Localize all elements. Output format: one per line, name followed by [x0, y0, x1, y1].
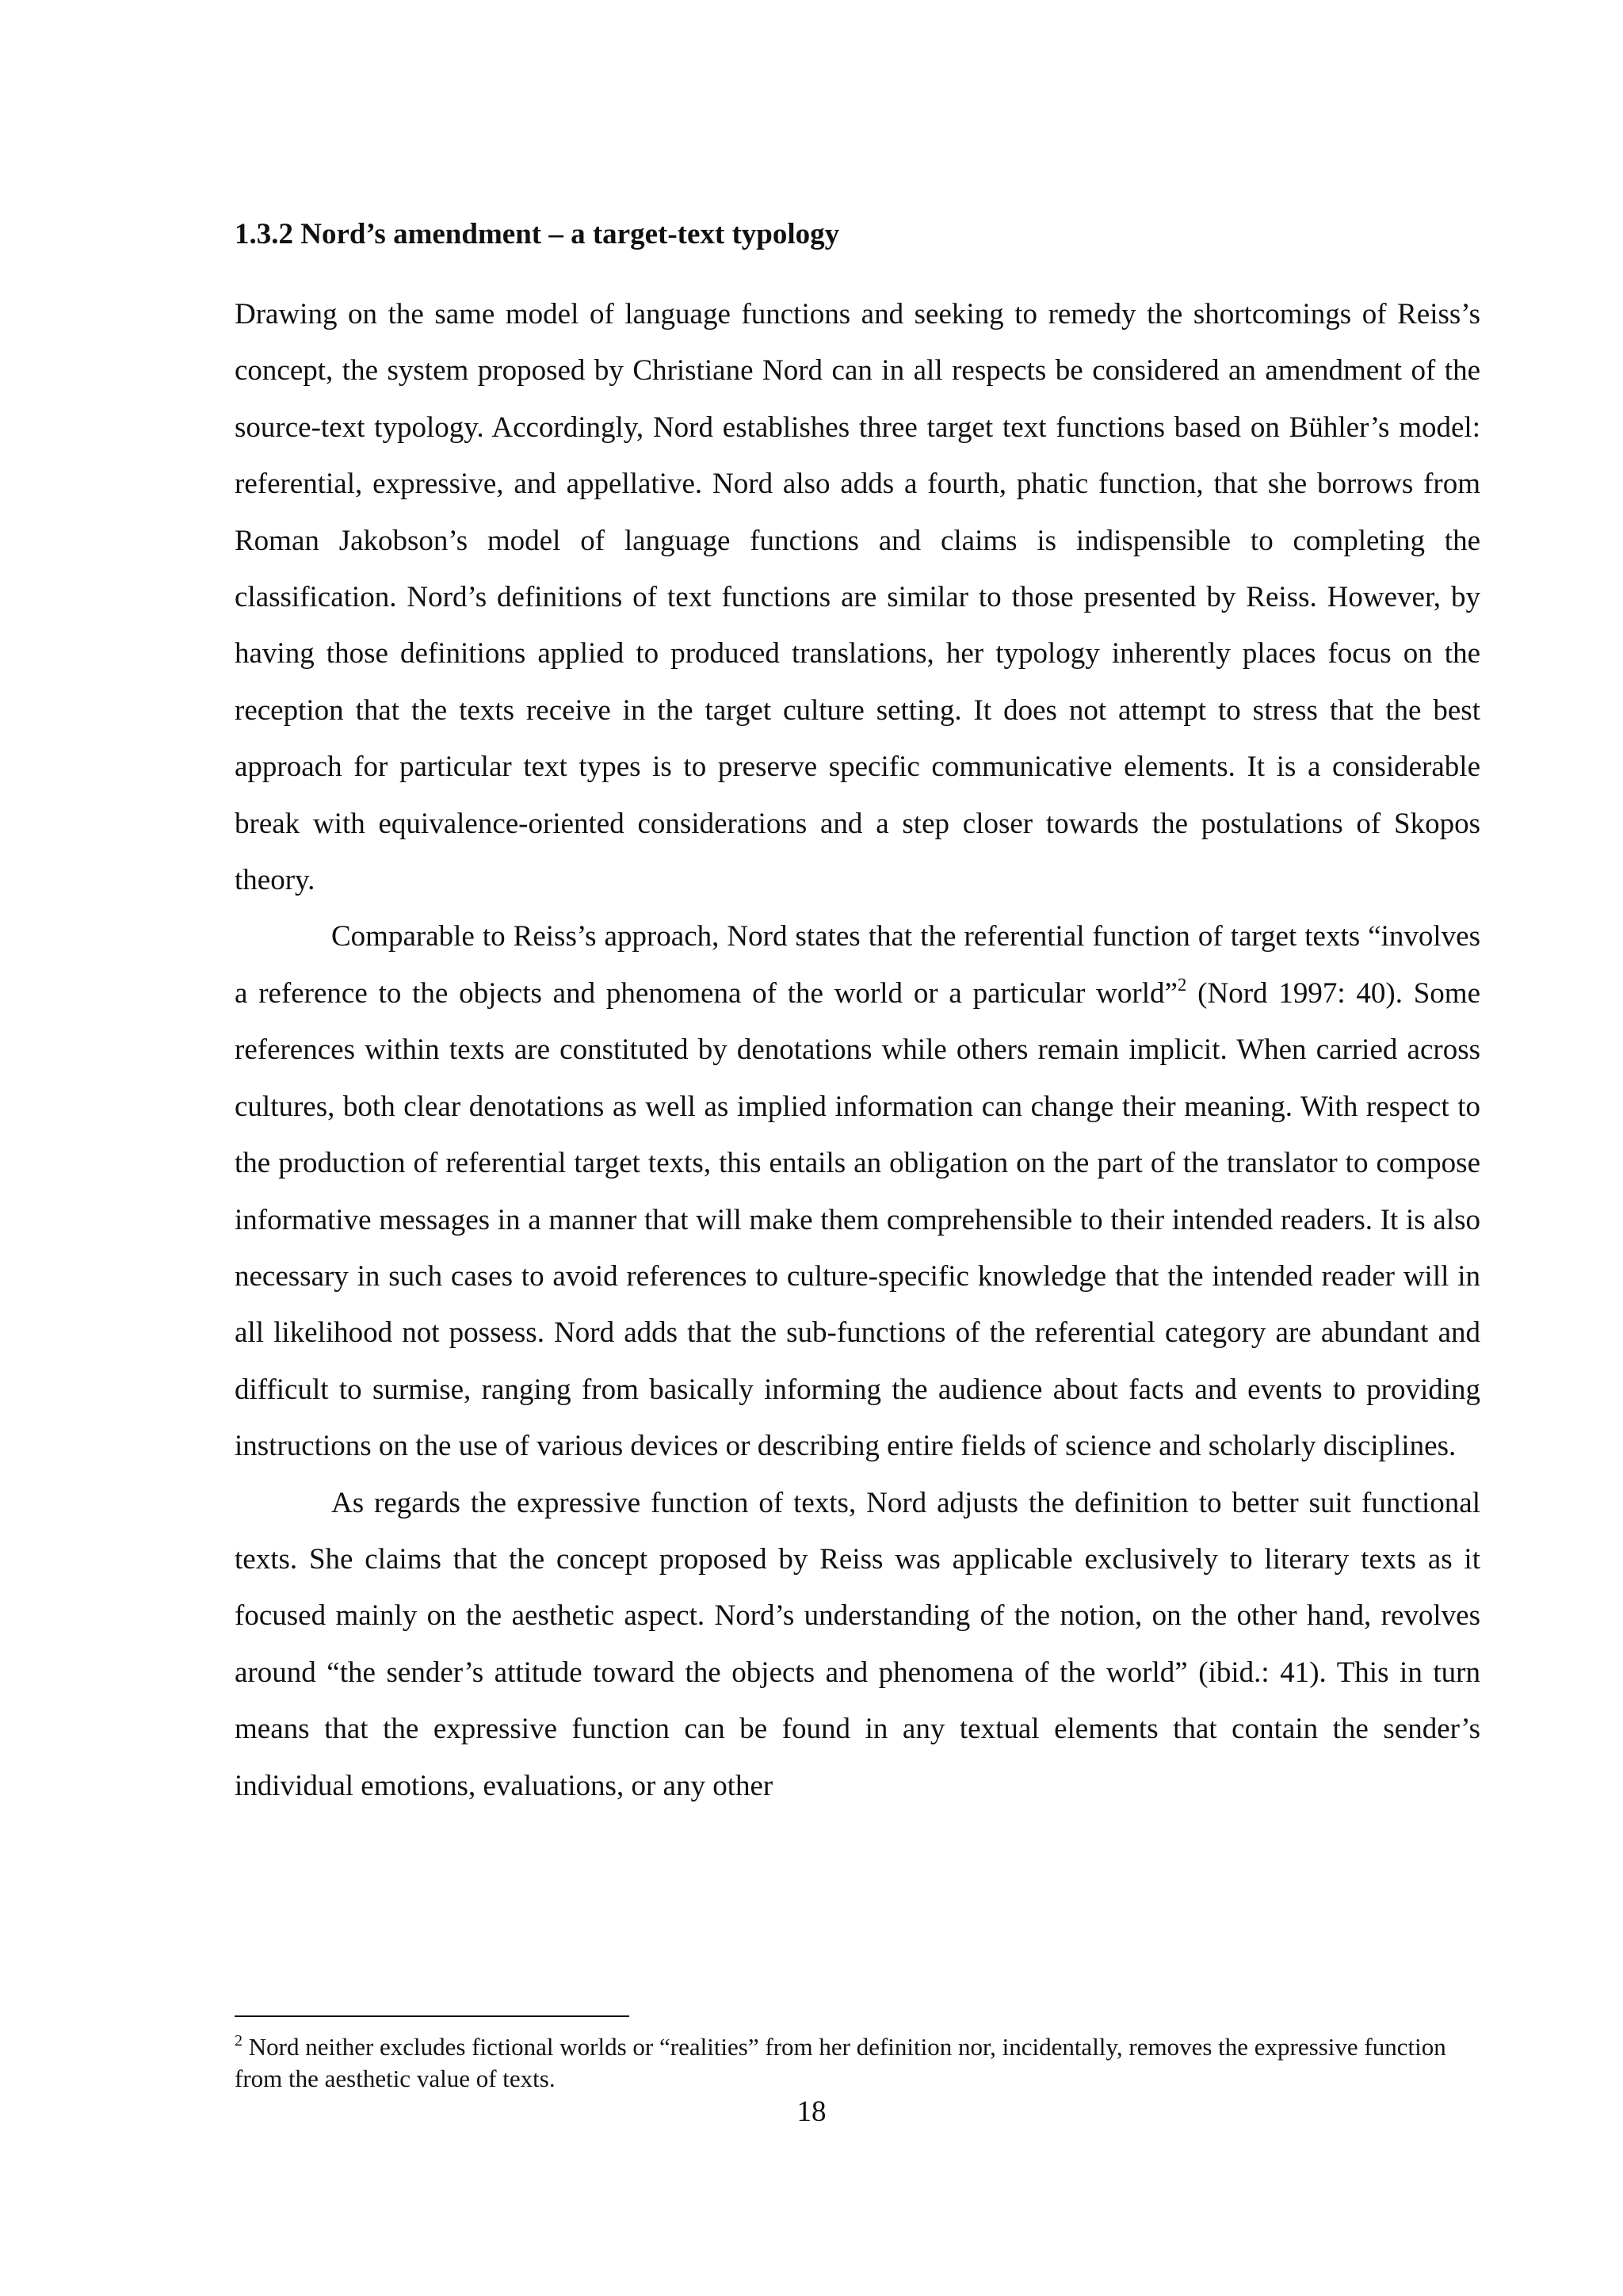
page-number: 18 — [796, 2095, 827, 2128]
paragraph-3: As regards the expressive function of texts, Nord adjusts the definition to better suit functional texts. She claims that the concept proposed by Reiss was applicable exclusively to literary texts as it focused mainly on the aesthetic aspect. Nord’s understanding of the notion, on the other hand, revolves around “the sender’s attitude toward the objects and phenomena of the world” (ibid.: 41). This in turn means that the expressive function can be found in any textual elements that contain the sender’s individual emotions, evaluations, or any other — [235, 1486, 1480, 1802]
footnote-mark: 2 — [235, 2032, 242, 2050]
paragraph-2-text-b: (Nord 1997: 40). Some references within texts are constituted by denotations while others remain implicit. When carried across cultures, both clear denotations as well as implied information can change their meaning. With respect to the production of referential target texts, this entails an obligation on the part of the translator to compose informative messages in a manner that will make them comprehensible to their intended readers. It is also necessary in such cases to avoid references to culture-specific knowledge that the intended reader will in all likelihood not possess. Nord adds that the sub-functions of the referential category are abundant and difficult to surmise, ranging from basically informing the audience about facts and events to providing instructions on the use of various devices or describing entire fields of science and scholarly disciplines. — [235, 976, 1480, 1463]
footnote-reference: 2 — [1177, 974, 1187, 995]
paragraph-1: Drawing on the same model of language functions and seeking to remedy the shortcomings of Reiss’s concept, the system proposed by Christiane Nord can in all respects be considered an amendment of the source-text typology. Accordingly, Nord establishes three target text functions based on Bühler’s model: referential, expressive, and appellative. Nord also adds a fourth, phatic function, that she borrows from Roman Jakobson’s model of language functions and claims is indispensible to completing the classification. Nord’s definitions of text functions are similar to those presented by Reiss. However, by having those definitions applied to produced translations, her typology inherently places focus on the reception that the texts receive in the target culture setting. It does not attempt to stress that the best approach for particular text types is to preserve specific communicative elements. It is a considerable break with equivalence-oriented considerations and a step closer towards the postulations of Skopos theory. — [235, 298, 1480, 897]
footnote — [235, 2031, 1480, 2095]
section-heading: 1.3.2 Nord’s amendment – a target-text typology — [235, 218, 840, 250]
footnote-divider — [235, 2015, 629, 2017]
page-body — [235, 214, 1480, 1814]
footnote-text: Nord neither excludes fictional worlds or “realities” from her definition nor, incidentally, removes the expressive function from the aesthetic value of texts. — [235, 2033, 1446, 2092]
paragraph-2 — [235, 908, 1480, 1474]
paragraph-2-text-a: Comparable to Reiss’s approach, Nord states that the referential function of target texts “involves a reference to the objects and phenomena of the world or a particular world” — [235, 920, 1480, 1010]
